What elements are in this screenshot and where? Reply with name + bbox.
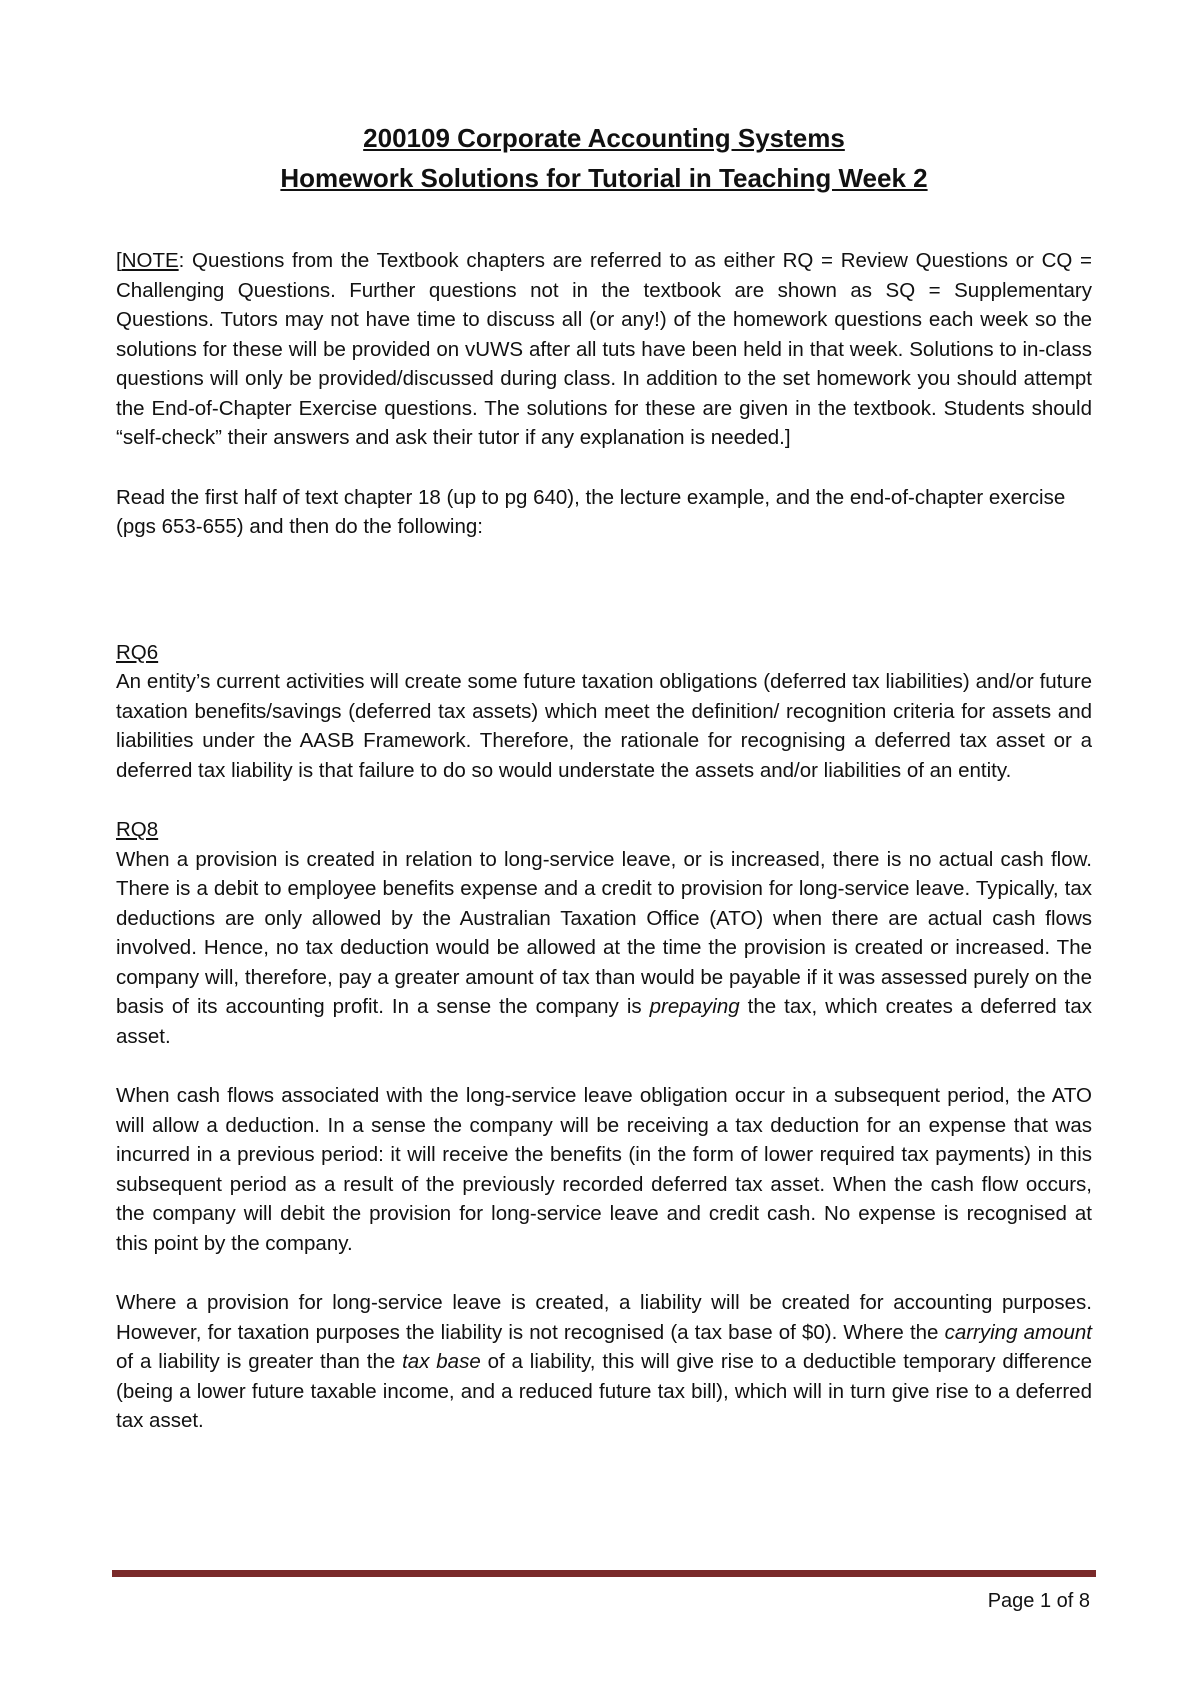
note-paragraph [116, 246, 1092, 453]
note-body: : Questions from the Textbook chapters are referred to as either RQ = Review Questions or CQ = Challenging Questions. Further questions not in the textbook are shown as SQ = Supplementary Questions. Tutors may not have time to discuss all (or any!) of the homework questions each week so the solutions for these will be provided on vUWS after all tuts have been held in that week. Solutions to in-class questions will only be provided/discussed during class. In addition to the set homework you should attempt the End-of-Chapter Exercise questions. The solutions for these are given in the textbook. Students should “self-check” their answers and ask their tutor if any explanation is needed.] [116, 249, 1092, 449]
rq6-section [116, 638, 1092, 786]
footer-rule [112, 1570, 1096, 1577]
reading-instruction: Read the first half of text chapter 18 (up to pg 640), the lecture example, and the end-of-chapter exercise (pgs 653-655) and then do the following: [116, 485, 1066, 538]
rq8-p3-text-b: of a liability is greater than the [116, 1350, 403, 1373]
rq8-p3-italic-tax-base: tax base [402, 1350, 481, 1373]
page-content [116, 118, 1092, 1436]
title-line-1: 200109 Corporate Accounting Systems [363, 123, 845, 153]
rq8-p3-italic-carrying-amount: carrying amount [944, 1320, 1092, 1344]
rq8-paragraph-2: When cash flows associated with the long-service leave obligation occur in a subsequent period, the ATO will allow a deduction. In a sense the company will be receiving a tax deduction for an expense that was incurred in a previous period: it will receive the benefits (in the form of lower required tax payments) in this subsequent period as a result of the previously recorded deferred tax asset. When the cash flow occurs, the company will debit the provision for long-service leave and credit cash. No expense is recognised at this point by the company. [116, 1084, 1092, 1255]
rq6-answer: An entity’s current activities will create some future taxation obligations (deferred tax liabilities) and/or future taxation benefits/savings (deferred tax assets) which meet the definition/ recognition criteria for assets and liabilities under the AASB Framework. Therefore, the rationale for recognising a deferred tax asset or a deferred tax liability is that failure to do so would understate the assets and/or liabilities of an entity. [116, 670, 1092, 782]
rq8-p1-text-a: When a provision is created in relation to long-service leave, or is increased, there is no actual cash flow. There is a debit to employee benefits expense and a credit to provision for long-service leave. Typically, tax deductions are only allowed by the Australian Taxation Office (ATO) when there are actual cash flows involved. Hence, no tax deduction would be allowed at the time the provision is created or increased. The company will, therefore, pay a greater amount of tax than would be payable if it was assessed purely on the basis of its accounting profit. In a sense the company is [116, 847, 1092, 1018]
rq6-heading: RQ6 [116, 640, 159, 664]
note-label: NOTE [121, 249, 179, 272]
note-open-bracket: [ [116, 249, 122, 272]
rq8-section [116, 815, 1092, 1436]
page-number: Page 1 of 8 [987, 1590, 1090, 1612]
rq8-p1-text-b: the tax, which creates a deferred tax asset. [116, 995, 1092, 1048]
rq8-paragraph-3 [116, 1288, 1092, 1436]
rq8-p3-text-c: of a liability, this will give rise to a deductible temporary difference (being a lower future taxable income, and a reduced future tax bill), which will in turn give rise to a deferred tax asset. [116, 1350, 1092, 1432]
rq8-p1-italic: prepaying [649, 995, 740, 1018]
rq8-paragraph-1 [116, 845, 1092, 1052]
title-line-2: Homework Solutions for Tutorial in Teaching Week 2 [280, 163, 928, 193]
rq8-heading: RQ8 [116, 818, 159, 841]
rq8-p3-text-a: Where a provision for long-service leave is created, a liability will be created for accounting purposes. However, for taxation purposes the liability is not recognised (a tax base of $0). Where the [116, 1291, 1092, 1344]
document-title [116, 118, 1092, 198]
